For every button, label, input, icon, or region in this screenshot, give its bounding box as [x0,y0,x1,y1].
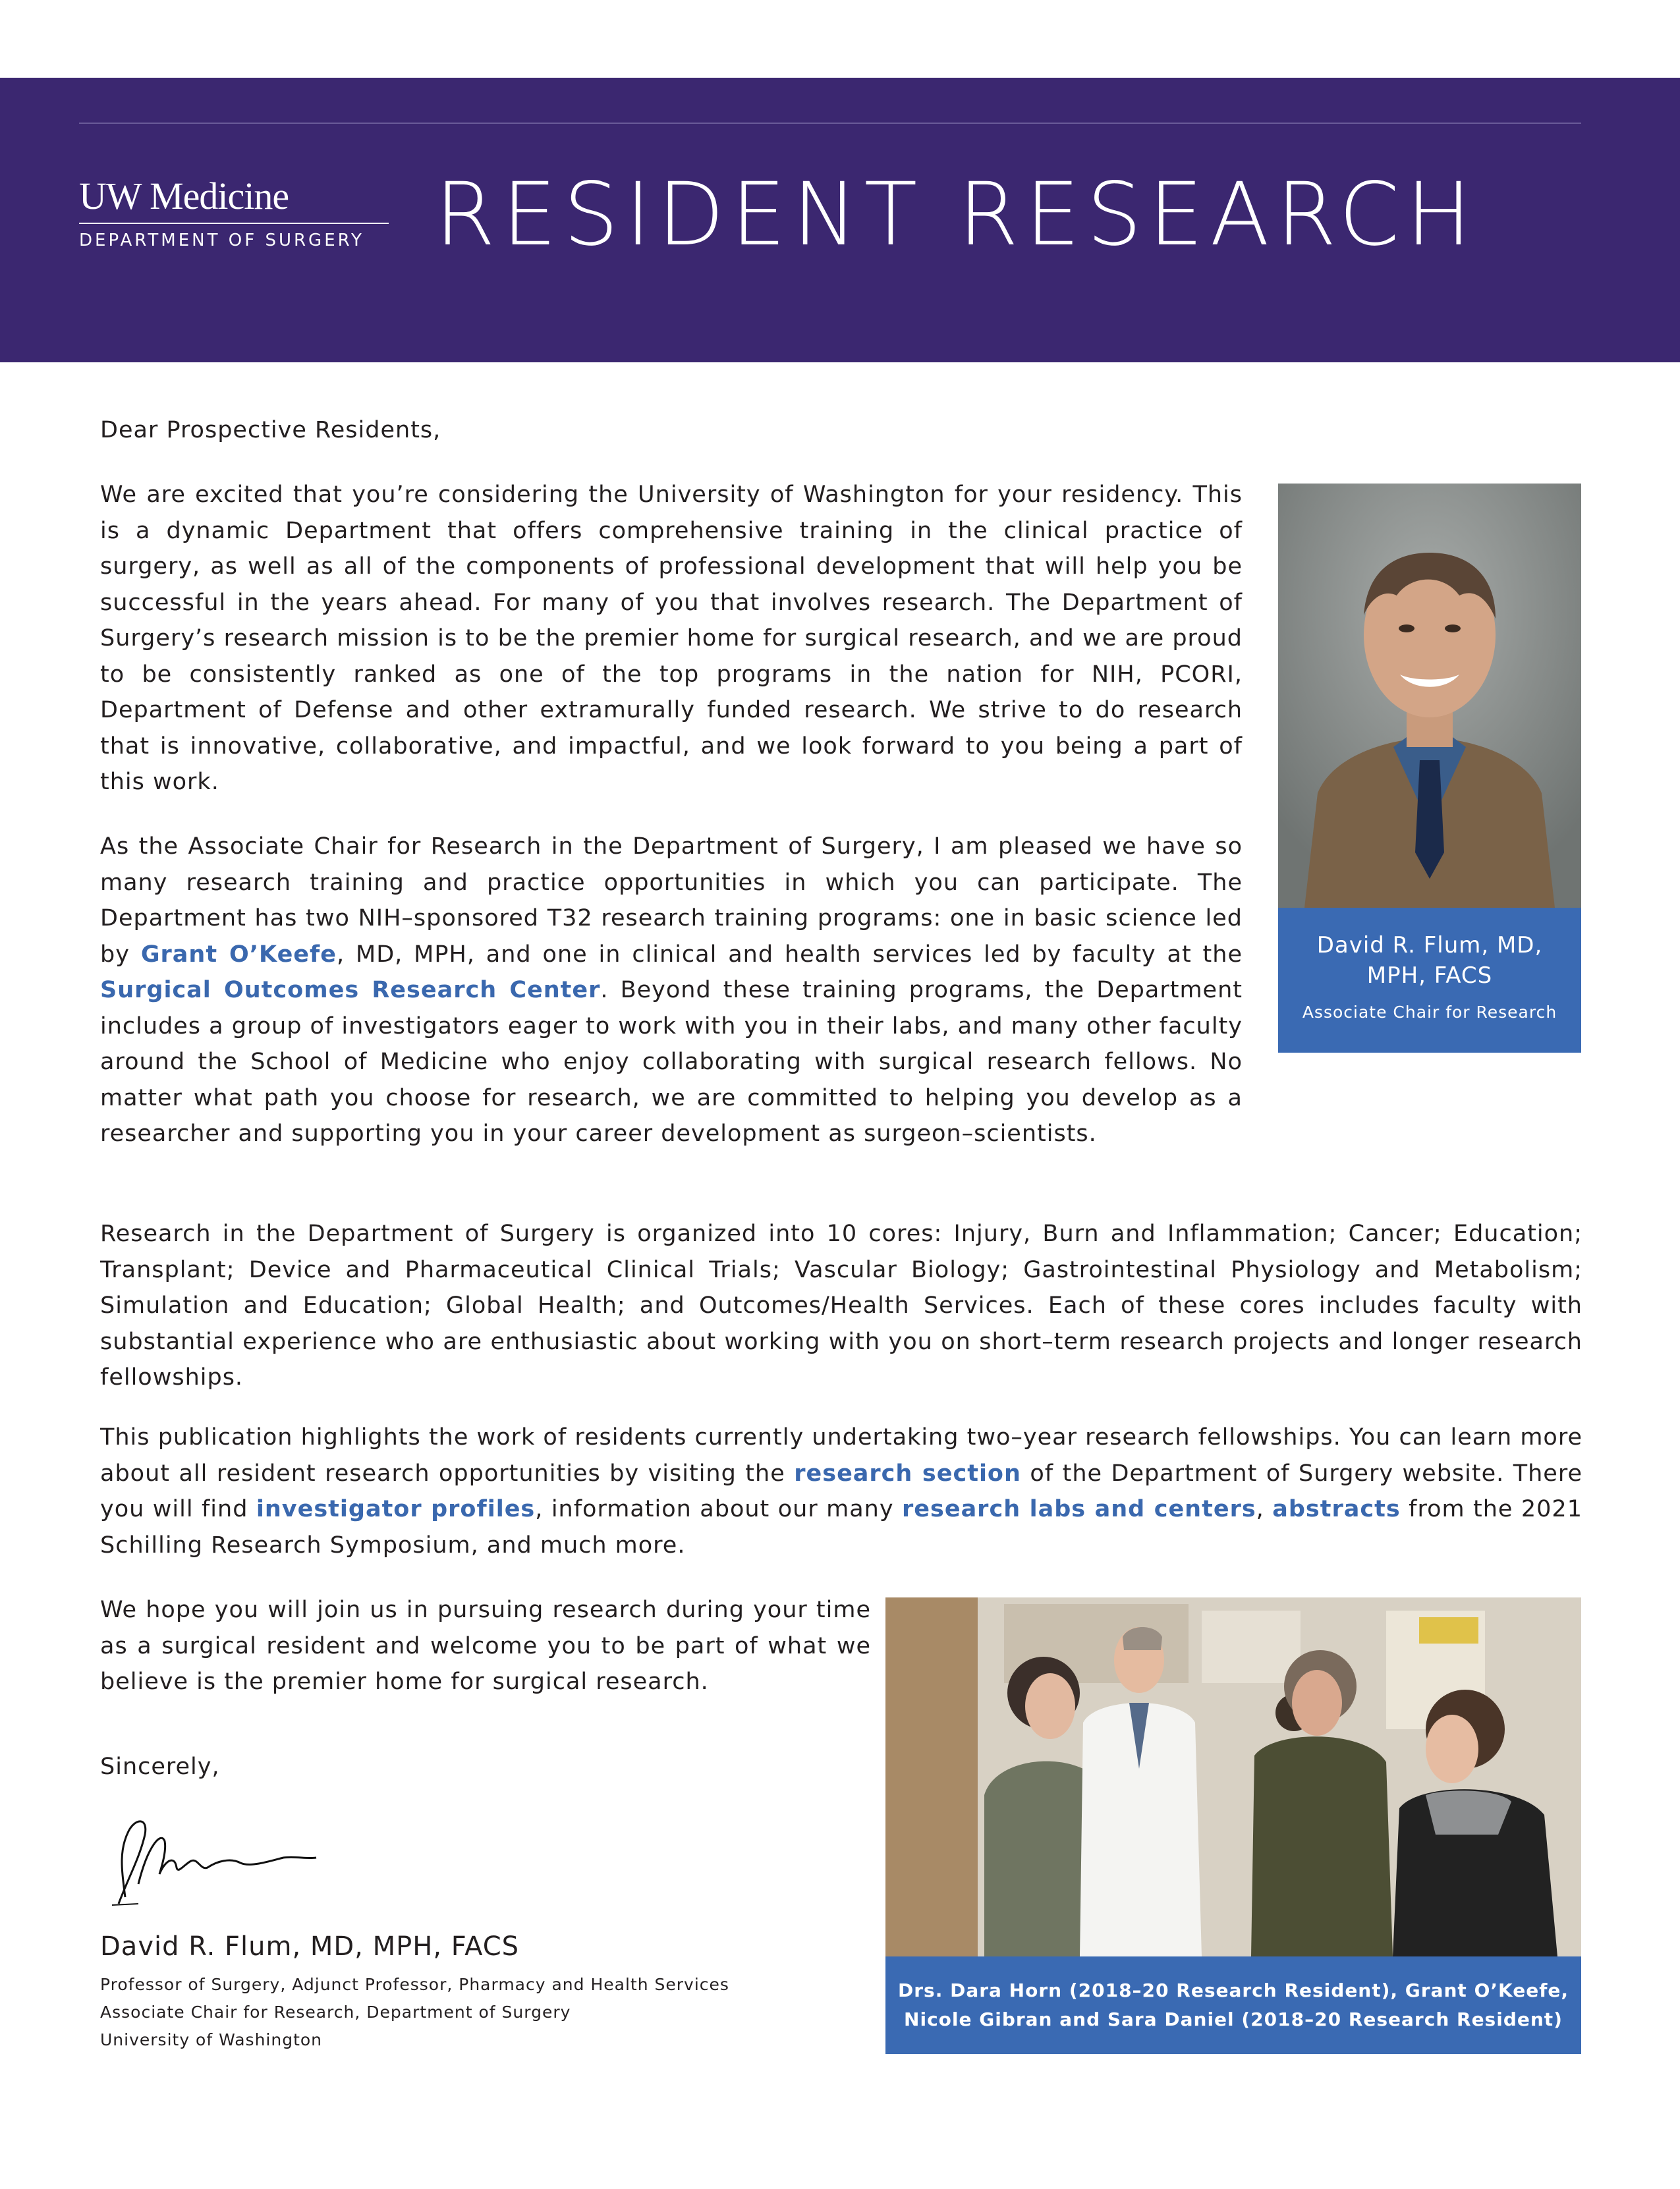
paragraph-2-text: As the Associate Chair for Research in the Department of Surgery, I am pleased we have so many research training and practice opportunities in which you can participate. The Department has two NIH–sponsored T32 research training programs: one in basic science led by Grant O’Keefe, MD, MPH, and one in clinical and health services led by faculty at the Surgical Outcomes Research Center. Beyond these training programs, the Department includes a group of investigators eager to work with you in their labs, and many other faculty around the School of Medicine who enjoy collaborating with surgical research fellows. No matter what path you choose for research, we are committed to helping you develop as a researcher and supporting you in your career development as surgeon–scientists. [100,833,1243,1147]
logo-name: UW Medicine [79,175,289,217]
photo-caption-line-1: Drs. Dara Horn (2018–20 Research Resident), Grant O’Keefe, [897,1980,1569,2001]
signature-name: David R. Flum, MD, MPH, FACS [100,1931,520,1962]
signature-title-2: Associate Chair for Research, Department of Surgery [100,2003,571,2022]
page-title: RESIDENT RESEARCH [435,164,1478,265]
greeting [100,412,1582,449]
grant-okeefe-link[interactable]: Grant O’Keefe [140,941,337,968]
paragraph-5 [100,1592,871,1700]
investigator-profiles-link[interactable]: investigator profiles [256,1496,536,1522]
portrait-caption-name-line-2: MPH, FACS [1366,962,1493,989]
paragraph-2 [100,829,1243,1152]
paragraph-4-text: This publication highlights the work of residents currently undertaking two–year research fellowships. You can learn more about all resident research opportunities by visiting the research section of the Department of Surgery website. There you will find investigator profiles, information about our many research labs and centers, abstracts from the 2021 Schilling Research Symposium, and much more. [100,1424,1582,1559]
uw-medicine-logo[interactable] [79,175,389,250]
portrait-caption-title: Associate Chair for Research [1302,1003,1557,1022]
paragraph-5-text: We hope you will join us in pursuing research during your time as a surgical resident and welcome you to be part of what we believe is the premier home for surgical research. [100,1597,871,1695]
research-labs-and-centers-link[interactable]: research labs and centers [902,1496,1256,1522]
photo-caption [885,1956,1581,2054]
paragraph-1-text: We are excited that you’re considering the University of Washington for your residency. This is a dynamic Department that offers comprehensive training in the clinical practice of surgery, as well as all of the components of professional development that will help you be successful in the years ahead. For many of you that involves research. The Department of Surgery’s research mission is to be the premier home for surgical research, and we are proud to be consistently ranked as one of the top programs in the nation for NIH, PCORI, Department of Defense and other extramurally funded research. We strive to do research that is innovative, collaborative, and impactful, and we look forward to you being a part of this work. [100,482,1243,795]
paragraph-1 [100,477,1243,800]
paragraph-3-text: Research in the Department of Surgery is organized into 10 cores: Injury, Burn and Inflammation; Cancer; Education; Transplant; Device and Pharmaceutical Clinical Trials; Vascular Biology; Gastrointestinal Physiology and Metabolism; Simulation and Education; Global Health; and Outcomes/Health Services. Each of these cores includes faculty with substantial experience who are enthusiastic about working with you on short–term research projects and longer research fellowships. [100,1221,1582,1391]
portrait-caption-name-line-1: David R. Flum, MD, [1316,932,1543,958]
portrait-caption [1278,908,1581,1053]
signature-affiliation: University of Washington [100,2030,323,2049]
closing-text: Sincerely, [100,1754,220,1780]
banner-divider [79,123,1581,124]
abstracts-link[interactable]: abstracts [1272,1496,1401,1522]
david-flum-portrait [1278,484,1581,908]
surgical-outcomes-research-center-link[interactable]: Surgical Outcomes Research Center [100,977,601,1003]
handwritten-signature [99,1805,329,1910]
closing [100,1749,495,1785]
signature-title-1: Professor of Surgery, Adjunct Professor, Pharmacy and Health Services [100,1975,729,1994]
photo-caption-line-2: Nicole Gibran and Sara Daniel (2018–20 Research Resident) [904,2009,1563,2030]
logo-department: DEPARTMENT OF SURGERY [79,231,364,250]
logo-divider [79,223,389,224]
paragraph-4 [100,1420,1582,1563]
header-banner [0,78,1680,362]
paragraph-3 [100,1216,1582,1396]
research-section-link[interactable]: research section [794,1460,1021,1487]
greeting-text: Dear Prospective Residents, [100,417,441,443]
lab-group-photo [885,1597,1581,1956]
